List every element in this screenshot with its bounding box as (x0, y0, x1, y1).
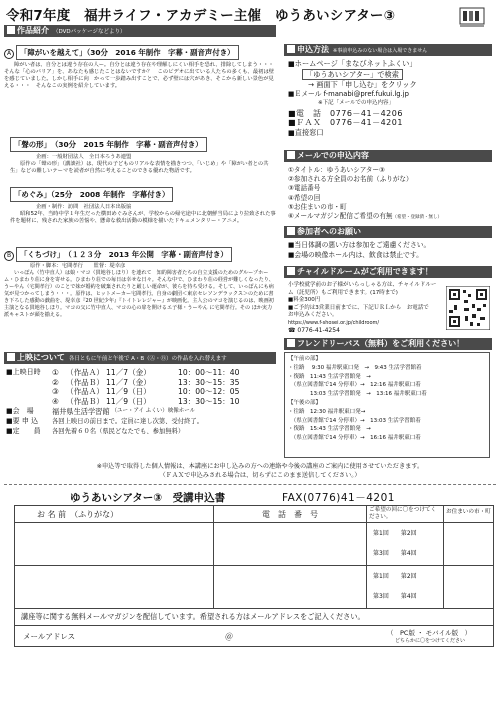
apply-header: 申込方法 ※事前申込みのない場合は入場できません (284, 44, 492, 56)
name-field-2[interactable] (15, 566, 214, 609)
library-logo-icon (458, 6, 486, 28)
row-date: 11／9（日） (106, 396, 151, 406)
row-date: 11／9（日） (106, 387, 151, 397)
notice-list (288, 241, 494, 260)
mail-content-list (288, 166, 494, 222)
film-icon (7, 26, 15, 34)
venue-sub: （ユー・アイ ふくい）映像ホール (111, 408, 196, 415)
film-c (10, 182, 276, 225)
child-icon (287, 267, 295, 275)
col-name-header: お 名 前 （ふりがな） (15, 506, 214, 523)
row-time: 10：00～12：05 (178, 387, 240, 397)
film-b-credit: 企画：一般財団法人 全日本ろうあ連盟 (36, 154, 132, 160)
row-time: 13：30～15：10 (178, 396, 240, 406)
mark-b: B (4, 251, 14, 261)
film-a-desc: 障がい者は、自分とは違う存在の人ー。自分とは違う存在や理解しにくい相手を恐れ、排除してしまう・・・そんな「心のバリア」を、あなたも感じたことはないですか？ このビデオに出ている人たちの多くも、最初は壁を感じていました。しかし相手に向 かって一歩踏み出すことで、必ず壁には穴があき、そこから新しい景色が見える・・・ そんなこの実例を紹介しています。 (4, 62, 275, 90)
tel-field-2[interactable] (214, 566, 367, 609)
mail-item: ③電話番号 (288, 184, 321, 193)
choice-option: 第2回 (400, 573, 417, 580)
notice-header: 参加者へのお願い (284, 226, 492, 238)
bus-row: ・復路 11:43 生活学習館発 → (288, 373, 371, 380)
bus-schedule (284, 352, 490, 458)
childroom-fee: ■料金300円 (288, 297, 321, 303)
mail-item-note: （希望・登録済・無し） (392, 215, 443, 221)
childroom-url: https://www.f-shosei.or.jp/childroom/ (288, 319, 380, 326)
apply-methods (288, 59, 494, 137)
bus-row: 13:03 生活学習館発 → 13:16 福井駅東口着 (288, 391, 427, 398)
bus-row: （県立図書館で14 分停車）→ 16:16 福井駅東口着 (288, 435, 421, 442)
choice-option: 第4回 (400, 593, 417, 600)
choice-option: 第3回 (373, 593, 389, 600)
privacy-line: ※申込等で取得した個人情報は、本講座にお申し込みの方への連絡や今後の講座のご案内に使用させていただきます。 (96, 463, 424, 470)
row-num: ④ (52, 396, 59, 406)
row-film: （作品Ｂ） (66, 396, 104, 406)
row-num: ③ (52, 387, 59, 397)
bus-row: ・往路 9:30 福井駅東口発 → 9:43 生活学習館着 (288, 364, 422, 371)
bus-am-label: 【午前の部】 (288, 356, 322, 362)
film-a-title: 「障がいを越えて」（30分 2016 年制作 字幕・副音声付き） (16, 45, 239, 60)
film-c-title: 「めぐみ」（25分 2008 年制作 字幕付き） (10, 187, 173, 202)
mark-a: A (4, 49, 14, 59)
apply-email: ■Ｅメール f-manabi@pref.fukui.lg.jp (288, 89, 409, 98)
magazine-text: 講座等に関する無料メールマガジンを配信しています。希望される方はメールアドレスをご記入ください。 (15, 609, 494, 626)
apply-deadline: 各回上映日の前日まで。定員に達し次第、受付終了。 (52, 417, 203, 425)
bus-pm-label: 【午後の部】 (288, 399, 322, 406)
mail-item: ④希望の回 (288, 193, 321, 202)
choice-option: 第4回 (400, 550, 417, 557)
childroom-desc: 小学校就学前のお子様がいらっしゃる方は、チャイルドルーム（託児所）もご利用できます。(17時まで) (288, 282, 437, 296)
col-tel-header: 電 話 番 号 (214, 506, 367, 523)
apply-visit: ■直接窓口 (288, 127, 324, 137)
email-row[interactable] (15, 626, 494, 647)
showtimes-table (6, 368, 281, 436)
mail-icon (287, 151, 295, 159)
notice-item: ■当日体調の悪い方は参加をご遠慮ください。 (288, 241, 431, 249)
tel-field-1[interactable] (214, 523, 367, 566)
notice-item: ■会場の映像ホール内は、飲食は禁止です。 (288, 250, 423, 259)
capacity-label: ■定 員 (6, 426, 41, 435)
film-d-title: 「くちづけ」 （１２３分 2013 年公開 字幕・副音声付き） (16, 247, 232, 262)
row-date: 11／7（金） (106, 377, 151, 387)
application-form (14, 505, 494, 647)
row-film: （作品Ｂ） (66, 377, 104, 387)
name-field-1[interactable] (15, 523, 214, 566)
col-choice-header: ご希望の回に〇をつけてください。 (367, 506, 444, 523)
search-keyword: 「ゆうあいシアター」で検索 (302, 69, 403, 81)
page-title: 令和7年度 福井ライフ・アカデミー主催 ゆうあいシアター③ (6, 8, 396, 24)
dates-label: ■上映日時 (6, 368, 41, 376)
form-title: ゆうあいシアター③ 受講申込書 (70, 492, 226, 504)
bus-row: （県立図書館で14 分停車）→ 12:16 福井駅東口着 (288, 382, 421, 389)
film-c-desc: 昭和52年、当時中学１年生だった横田めぐみさんが、学校からの帰宅途中に北朝鮮当局により拉致された事件を題材に、残された家族の苦悩や、懸命な救出活動の模様を描いたドキュメンタリー・アニメ。 (10, 211, 276, 225)
film-b (10, 132, 276, 175)
apply-label: ■要 申 込 (6, 416, 39, 425)
qr-code-icon (446, 286, 490, 330)
row-film: （作品Ａ） (66, 387, 104, 397)
apply-tel: ■電 話 0776－41－4206 (288, 108, 403, 118)
row-film: （作品Ａ） (66, 368, 104, 377)
row-time: 13：30～15：35 (178, 377, 240, 387)
apply-fax: ■ＦＡＸ 0776－41－4201 (288, 118, 403, 127)
film-d-credit: 原作・脚本：宅間孝行 監督：堤幸彦 (30, 263, 126, 269)
people-icon (287, 227, 295, 235)
form-fax: FAX(0776)41－4201 (282, 492, 395, 504)
choice-cell-2[interactable] (367, 566, 444, 609)
childroom-body (288, 282, 438, 335)
row-num: ② (52, 377, 59, 387)
city-field-1[interactable] (444, 523, 494, 566)
bus-row: （県立図書館で14 分停車）→ 13:03 生活学習館着 (288, 417, 421, 424)
film-b-title: 「聲の形」 （30分 2015 年制作 字幕・副音声付き） (10, 137, 207, 152)
bus-row: ・往路 12:30 福井駅東口発→ (288, 408, 366, 415)
choice-option: 第2回 (400, 530, 417, 537)
mail-item: ⑤お住まいの市・町 (288, 202, 347, 211)
mail-item: ⑥メールマガジン配信ご希望の有無 (288, 212, 393, 221)
apply-email-note: ※下記「メールでの申込内容」 (318, 100, 394, 106)
mail-item: ②参加される方全員のお名前（ふりがな） (288, 175, 413, 184)
bus-row: ・復路 15:43 生活学習館発 → (288, 426, 371, 433)
choice-option: 第3回 (373, 550, 389, 557)
row-date: 11／7（金） (106, 368, 151, 377)
films-header: 作品紹介 （DVDパッケージなどより） (4, 25, 276, 37)
apply-homepage: ■ホームページ「まなびネットふくい」 (288, 59, 417, 68)
venue: 福井県生活学習館 (52, 407, 110, 417)
choice-option: 第1回 (373, 573, 389, 580)
city-field-2[interactable] (444, 566, 494, 609)
col-city-header: お住まいの市・町 (444, 506, 494, 523)
camera-icon (7, 353, 15, 361)
childroom-apply: ■ご予約は3営業日前までに、下記ＵＲＬから お電話で お申込みください。 (288, 304, 435, 318)
privacy-notice (30, 462, 490, 480)
childroom-tel: ☎ 0776-41-4254 (288, 327, 340, 334)
row-num: ① (52, 368, 59, 377)
film-b-desc: 原作の「聲の形」（講談社）は、現代の子どものリアルな表情を描きつつ、「いじめ」や「障がい者との共生」などの難しいテーマを読者が自然に考えることのできる優れた物語です。 (10, 161, 269, 175)
bus-header: フレンドリーバス（無料）をご利用ください！ (284, 338, 492, 350)
choice-option: 第1回 (373, 530, 389, 537)
venue-label: ■会 場 (6, 407, 34, 416)
cut-line (4, 484, 496, 485)
device-note: どちらかに〇をつけてください (395, 638, 466, 644)
film-c-credit: 企画・制作：訪問 社団法人日本出版協 (36, 204, 132, 210)
mail-content-header: メールでの申込内容 (284, 150, 492, 162)
apply-click: → 画面下「申し込む」をクリック (308, 80, 417, 89)
showtimes-header: 上映について 各日ともに午前と午後で A・B（Ⓐ・Ⓑ）の作品を入れ替えます (4, 352, 276, 364)
mail-item: ①タイトル：ゆうあいシアター③ (288, 166, 385, 174)
childroom-header: チャイルドルームがご利用できます！ (284, 266, 492, 278)
device-choice[interactable]: （ PC版 ・ モバイル版 ） (387, 629, 472, 637)
at-sign: ＠ (225, 632, 233, 641)
film-d-desc: いっぽん（竹中直人）は娘・マコ（貫地谷しほり）を連れて 知的障害者たちの自立支援のためのグループホーム・ひまわり荘に身を寄せる。ひまわり荘での毎日は幸せな日々。そんな中で、ひまわり荘の経営が難しくなったり、うーやん（宅間孝行）のことで妹が婚約を破棄されたりと厳しい運命が、彼らを待ち受ける。そして、いっぽんにも病気が見つかってしまう・・・。原作は、ヒットメーカー宅間孝行。自身の劇団＜東京セレソンデラックス＞のために書き下ろした感動の戯曲を、堤幸彦『20 世紀少年』『トイトレレジャー』が映画化。主人公のマコを演じるのは、映画初主演となる貫地谷しほり。マコの父に竹中直人、マコの心の扉を開けるエ子様・うーやん に宅間孝行。その ほか実力派キャストが顔を揃える。 (4, 270, 274, 318)
bus-icon (287, 339, 295, 347)
capacity: 各回先着６０名（県民どなたでも、参加無料） (52, 427, 185, 435)
choice-cell-1[interactable] (367, 523, 444, 566)
pencil-icon (287, 45, 295, 53)
email-label: メールアドレス (23, 631, 76, 641)
film-d (4, 242, 276, 318)
row-time: 10：00～11：40 (178, 368, 240, 377)
film-a (4, 40, 276, 90)
privacy-line: （ＦＡＸで申込みされる場合は、切らずにこのまま送信してください。） (159, 472, 361, 479)
